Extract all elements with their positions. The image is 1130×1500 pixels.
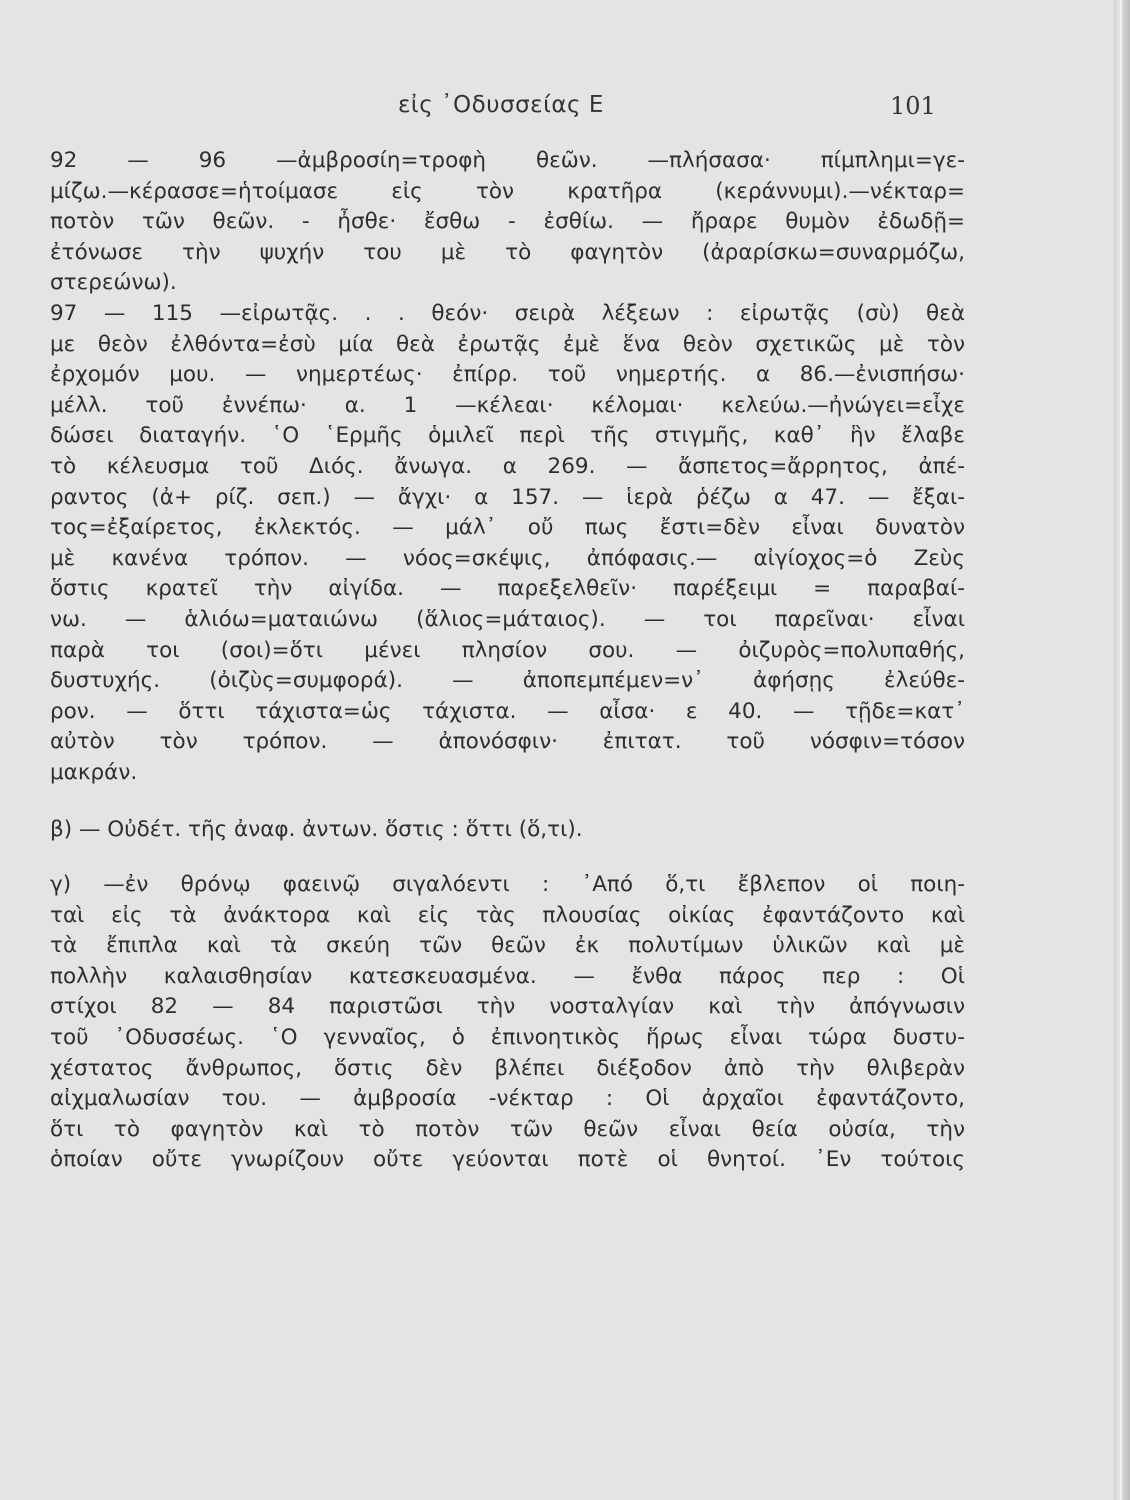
text-line: στερεώνω). <box>50 270 177 296</box>
page-number: 101 <box>890 92 936 120</box>
text-line: πολλὴν καλαισθησίαν κατεσκευασμένα. — ἔνθα πάρος περ : Οἱ <box>50 963 965 989</box>
text-line: ταὶ εἰς τὰ ἀνάκτορα καὶ εἰς τὰς πλουσίας οἰκίας ἐφαντάζοντο καὶ <box>50 902 965 928</box>
paragraph-92-96 <box>50 146 965 299</box>
book-spine-edge <box>1114 0 1130 1500</box>
text-line: ραντος (ἀ+ ρίζ. σεπ.) — ἄγχι· α 157. — ἱερὰ ῥέζω α 47. — ἔξαι- <box>50 484 965 510</box>
text-line: μίζω.—κέρασσε=ἡτοίμασε εἰς τὸν κρατῆρα (κεράννυμι).—νέκταρ= <box>50 178 965 204</box>
text-line: ρον. — ὅττι τάχιστα=ὡς τάχιστα. — αἶσα· ε 40. — τῇδε=κατ᾿ <box>50 698 965 724</box>
paragraph-spacer <box>50 788 965 815</box>
text-line: μέλλ. τοῦ ἐννέπω· α. 1 —κέλεαι· κέλομαι· κελεύω.—ἠνώγει=εἶχε <box>50 392 965 418</box>
text-line: 92 — 96 —ἀμβροσίη=τροφὴ θεῶν. —πλήσασα· πίμπλημι=γε- <box>50 148 965 173</box>
text-line: τος=ἐξαίρετος, ἐκλεκτός. — μάλ᾿ οὔ πως ἔστι=δὲν εἶναι δυνατὸν <box>50 515 965 541</box>
text-line: παρὰ τοι (σοι)=ὅτι μένει πλησίον σου. — ὀιζυρὸς=πολυπαθής, <box>50 637 965 663</box>
text-line: ποτὸν τῶν θεῶν. - ἦσθε· ἔσθω - ἐσθίω. — ἤραρε θυμὸν ἐδωδῇ= <box>50 209 965 235</box>
text-line: ἐρχομόν μου. — νημερτέως· ἐπίρρ. τοῦ νημερτής. α 86.—ἐνισπήσω· <box>50 362 965 388</box>
paragraph-97-115 <box>50 299 965 789</box>
text-line: τὸ κέλευσμα τοῦ Διός. ἄνωγα. α 269. — ἄσπετος=ἄρρητος, ἀπέ- <box>50 453 965 479</box>
running-head <box>0 92 1130 126</box>
text-line: μὲ κανένα τρόπον. — νόος=σκέψις, ἀπόφασις.— αἰγίοχος=ὁ Ζεὺς <box>50 545 965 571</box>
text-line: β) — Οὐδέτ. τῆς ἀναφ. ἀντων. ὅστις : ὅττι (ὅ,τι). <box>50 817 583 843</box>
text-line: δώσει διαταγήν. ῾Ο ῾Ερμῆς ὁμιλεῖ περὶ τῆς στιγμῆς, καθ᾿ ἣν ἔλαβε <box>50 423 965 449</box>
text-line: ὁποίαν οὔτε γνωρίζουν οὔτε γεύονται ποτὲ οἱ θνητοί. ᾿Εν τούτοις <box>50 1147 965 1173</box>
text-line: ὅτι τὸ φαγητὸν καὶ τὸ ποτὸν τῶν θεῶν εἶναι θεία οὐσία, τὴν <box>50 1116 965 1142</box>
text-line: 97 — 115 —εἰρωτᾷς. . . θεόν· σειρὰ λέξεων : εἰρωτᾷς (σὺ) θεὰ <box>50 300 965 326</box>
paragraph-spacer <box>50 846 965 870</box>
text-line: ὅστις κρατεῖ τὴν αἰγίδα. — παρεξελθεῖν· παρέξειμι = παραβαί- <box>50 576 965 602</box>
text-line: αὐτὸν τὸν τρόπον. — ἀπονόσφιν· ἐπιτατ. τοῦ νόσφιν=τόσον <box>50 729 965 755</box>
paragraph-beta <box>50 815 965 846</box>
text-line: τοῦ ᾿Οδυσσέως. ῾Ο γενναῖος, ὁ ἐπινοητικὸς ἥρως εἶναι τώρα δυστυ- <box>50 1025 965 1051</box>
text-line: μακράν. <box>50 759 138 785</box>
text-line: χέστατος ἄνθρωπος, ὅστις δὲν βλέπει διέξοδον ἀπὸ τὴν θλιβερὰν <box>50 1055 965 1081</box>
text-line: νω. — ἁλιόω=ματαιώνω (ἅλιος=μάταιος). — τοι παρεῖναι· εἶναι <box>50 606 965 632</box>
paragraph-gamma <box>50 870 965 1176</box>
text-line: αἰχμαλωσίαν του. — ἀμβροσία -νέκταρ : Οἱ ἀρχαῖοι ἐφαντάζοντο, <box>50 1086 965 1112</box>
text-line: τὰ ἔπιπλα καὶ τὰ σκεύη τῶν θεῶν ἐκ πολυτίμων ὑλικῶν καὶ μὲ <box>50 933 965 959</box>
text-line: ἐτόνωσε τὴν ψυχήν του μὲ τὸ φαγητὸν (ἀραρίσκω=συναρμόζω, <box>50 239 965 265</box>
text-line: γ) —ἐν θρόνῳ φαεινῷ σιγαλόεντι : ᾿Από ὅ,τι ἔβλεπον οἱ ποιη- <box>50 872 965 898</box>
commentary-text <box>50 146 965 1176</box>
running-title: εἰς ᾿Οδυσσείας Ε <box>398 92 604 118</box>
text-line: δυστυχής. (ὀιζὺς=συμφορά). — ἀποπεμπέμεν=ν᾿ ἀφήσῃς ἐλεύθε- <box>50 668 965 694</box>
text-line: στίχοι 82 — 84 παριστῶσι τὴν νοσταλγίαν καὶ τὴν ἀπόγνωσιν <box>50 994 965 1020</box>
text-line: με θεὸν ἐλθόντα=ἐσὺ μία θεὰ ἐρωτᾷς ἐμὲ ἕνα θεὸν σχετικῶς μὲ τὸν <box>50 331 965 357</box>
